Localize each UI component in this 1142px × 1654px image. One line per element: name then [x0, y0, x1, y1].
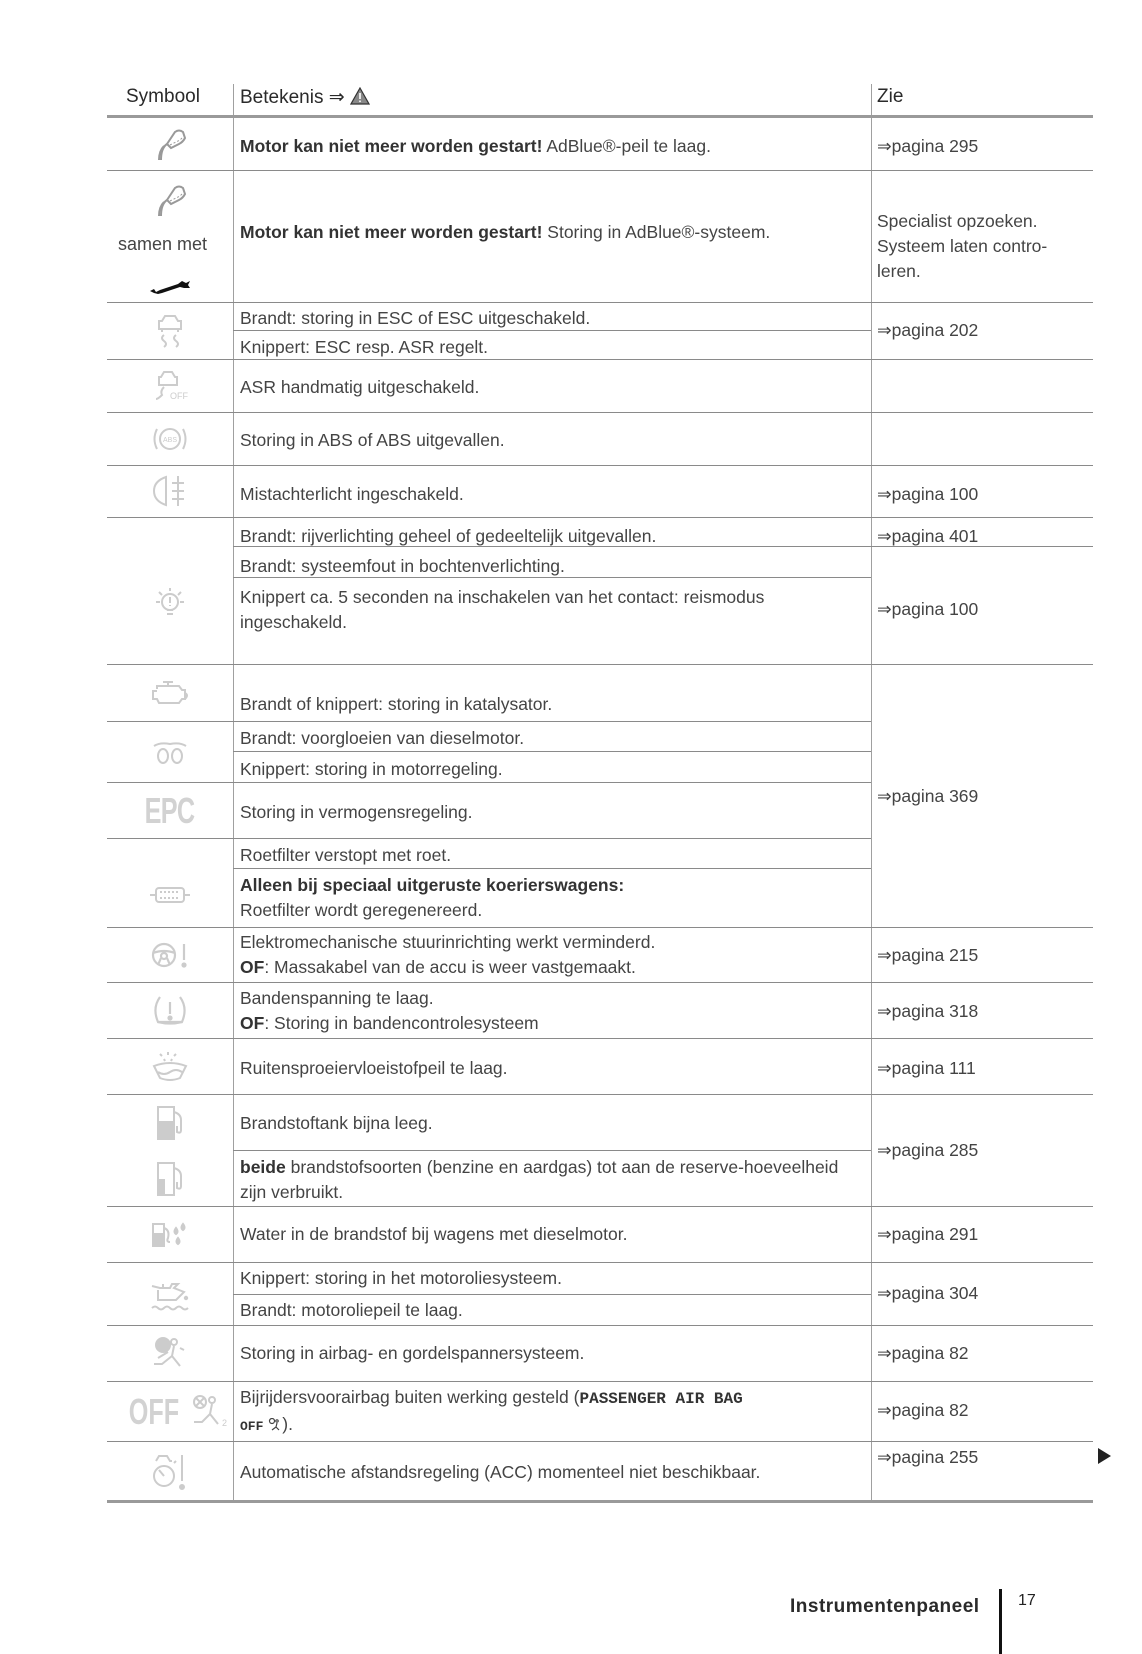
row-meaning-tail: ).	[282, 1414, 293, 1434]
glow-plug-icon	[140, 725, 200, 780]
row-meaning: Brandt: storing in ESC of ESC uitgeschakeld.	[240, 308, 591, 328]
bulb-fault-icon	[140, 585, 200, 625]
fuel-dual-icon	[140, 1154, 200, 1204]
page-reference-link[interactable]: ⇒pagina 291	[877, 1224, 979, 1244]
row-divider	[107, 517, 1093, 518]
row-divider	[107, 1094, 1093, 1095]
row-meaning: Knippert: ESC resp. ASR regelt.	[240, 337, 489, 357]
row-meaning-text: Bijrijdersvoorairbag buiten werking gesteld (	[240, 1387, 580, 1407]
row-meaning: ASR handmatig uitgeschakeld.	[240, 377, 480, 397]
sub-row-divider	[233, 1150, 871, 1151]
page-reference-link[interactable]: ⇒pagina 295	[877, 136, 979, 156]
page-reference-link[interactable]: ⇒pagina 215	[877, 945, 979, 965]
sub-row-divider	[233, 1294, 871, 1295]
page-number: 17	[1018, 1592, 1036, 1609]
row-meaning: Brandt: voorgloeien van dieselmotor.	[240, 728, 525, 748]
footer-divider	[999, 1589, 1002, 1654]
page-reference-link[interactable]: ⇒pagina 82	[877, 1343, 969, 1363]
page-reference-link[interactable]: ⇒pagina 82	[877, 1400, 969, 1420]
tire-pressure-icon	[140, 986, 200, 1034]
rear-fog-light-icon	[140, 468, 200, 514]
row-divider	[107, 664, 1093, 665]
water-in-fuel-icon	[140, 1210, 200, 1260]
page-reference-link[interactable]: ⇒pagina 304	[877, 1283, 979, 1303]
adblue-icon	[140, 122, 200, 168]
ref-line: Systeem laten contro-	[877, 236, 1048, 256]
oil-icon	[140, 1268, 200, 1322]
steering-fault-icon	[140, 931, 200, 979]
column-divider	[233, 84, 234, 1501]
column-header-meaning	[240, 86, 370, 109]
row-divider	[107, 412, 1093, 413]
row-meaning: Elektromechanische stuurinrichting werkt verminderd.	[240, 932, 656, 952]
row-meaning: Brandstoftank bijna leeg.	[240, 1113, 433, 1133]
row-meaning: Brandt: motoroliepeil te laag.	[240, 1300, 463, 1320]
row-meaning: Brandt of knippert: storing in katalysator.	[240, 694, 553, 714]
row-meaning: Brandt: systeemfout in bochtenverlichting.	[240, 556, 565, 576]
acc-unavailable-icon	[140, 1445, 200, 1497]
particulate-filter-icon	[140, 870, 200, 920]
page-reference-link[interactable]: ⇒pagina 285	[877, 1140, 979, 1160]
row-divider	[107, 170, 1093, 171]
esc-icon	[140, 306, 200, 356]
row-meaning: Knippert: storing in het motoroliesysteem.	[240, 1268, 562, 1288]
page-reference-link[interactable]: ⇒pagina 318	[877, 1001, 979, 1021]
passenger-airbag-label: PASSENGER AIR BAG	[579, 1390, 743, 1408]
passenger-airbag-inline-icon	[268, 1418, 282, 1432]
row-meaning-text: Roetfilter wordt geregenereerd.	[240, 900, 483, 920]
ref-line: leren.	[877, 261, 921, 281]
row-divider	[107, 927, 1093, 928]
row-meaning	[240, 873, 865, 923]
svg-text:2: 2	[221, 1418, 227, 1428]
page-reference-link[interactable]: ⇒pagina 401	[877, 526, 979, 546]
row-reference	[877, 209, 1087, 284]
next-page-arrow-icon[interactable]	[1098, 1448, 1111, 1464]
passenger-airbag-off-icon	[118, 1385, 228, 1439]
row-meaning: Mistachterlicht ingeschakeld.	[240, 484, 464, 504]
epc-icon-label: EPC	[145, 790, 195, 831]
table-bottom-rule	[107, 1500, 1093, 1503]
adblue-icon	[140, 178, 200, 224]
row-meaning: Storing in airbag- en gordelspannersysteem.	[240, 1343, 585, 1363]
page-reference-link[interactable]: ⇒pagina 111	[877, 1058, 976, 1078]
row-meaning: Knippert: storing in motorregeling.	[240, 759, 503, 779]
column-divider	[871, 84, 872, 1501]
asr-off-icon	[140, 362, 200, 410]
fuel-icon	[140, 1098, 200, 1148]
row-divider	[107, 1441, 1093, 1442]
row-meaning: Water in de brandstof bij wagens met dieselmotor.	[240, 1224, 628, 1244]
wrench-icon	[140, 276, 200, 298]
row-divider	[107, 1381, 1093, 1382]
off-inline-label: OFF	[240, 1419, 264, 1434]
column-header-meaning-label: Betekenis ⇒	[240, 87, 345, 108]
row-divider	[107, 782, 871, 783]
sub-row-divider	[233, 868, 871, 869]
epc-icon	[140, 786, 200, 836]
combined-with-label: samen met	[118, 234, 208, 254]
abs-icon	[140, 416, 200, 462]
washer-fluid-icon	[140, 1042, 200, 1092]
row-divider	[107, 1206, 1093, 1207]
ref-line: Specialist opzoeken.	[877, 211, 1038, 231]
row-meaning: beide brandstofsoorten (benzine en aardgas) tot aan de reserve-hoeveelheid zijn verbruikt.	[240, 1157, 839, 1202]
row-meaning: Motor kan niet meer worden gestart! Storing in AdBlue®-systeem.	[240, 222, 771, 242]
footer-section-title: Instrumentenpaneel	[790, 1596, 980, 1617]
page-reference-link[interactable]: ⇒pagina 100	[877, 599, 979, 619]
row-divider	[107, 465, 1093, 466]
row-meaning: Brandt: rijverlichting geheel of gedeeltelijk uitgevallen.	[240, 526, 657, 546]
row-divider	[107, 982, 1093, 983]
page-reference-link[interactable]: ⇒pagina 255	[877, 1447, 979, 1467]
row-divider	[107, 838, 871, 839]
row-meaning: Bandenspanning te laag.	[240, 988, 434, 1008]
off-label: OFF	[128, 1391, 180, 1432]
row-meaning: Motor kan niet meer worden gestart! AdBlue®-peil te laag.	[240, 136, 711, 156]
row-meaning: OF: Massakabel van de accu is weer vastgemaakt.	[240, 957, 636, 977]
row-divider	[107, 302, 1093, 303]
row-meaning: Storing in vermogensregeling.	[240, 802, 473, 822]
column-header-see: Zie	[877, 86, 904, 107]
row-meaning: Ruitensproeiervloeistofpeil te laag.	[240, 1058, 508, 1078]
svg-text:ABS: ABS	[163, 437, 178, 444]
page-reference-link[interactable]: ⇒pagina 100	[877, 484, 979, 504]
row-meaning	[240, 1385, 865, 1439]
header-rule	[107, 115, 1093, 118]
row-divider	[107, 1262, 1093, 1263]
airbag-icon	[140, 1330, 200, 1378]
row-divider	[107, 1038, 1093, 1039]
row-meaning: Automatische afstandsregeling (ACC) momenteel niet beschikbaar.	[240, 1462, 761, 1482]
page-reference-link[interactable]: ⇒pagina 202	[877, 320, 979, 340]
sub-row-divider	[233, 751, 871, 752]
row-meaning: Knippert ca. 5 seconden na inschakelen van het contact: reismodus ingeschakeld.	[240, 587, 765, 632]
row-divider	[107, 721, 871, 722]
row-meaning: Roetfilter verstopt met roet.	[240, 845, 452, 865]
row-meaning: OF: Storing in bandencontrolesysteem	[240, 1013, 539, 1033]
page-reference-link[interactable]: ⇒pagina 369	[877, 786, 979, 806]
row-divider	[107, 1325, 1093, 1326]
svg-text:OFF: OFF	[170, 391, 188, 401]
row-meaning: Storing in ABS of ABS uitgevallen.	[240, 430, 505, 450]
warning-triangle-icon	[350, 87, 370, 105]
column-header-symbol: Symbool	[126, 86, 200, 107]
engine-check-icon	[140, 668, 200, 718]
row-meaning-bold: Alleen bij speciaal uitgeruste koerierswagens:	[240, 875, 625, 895]
